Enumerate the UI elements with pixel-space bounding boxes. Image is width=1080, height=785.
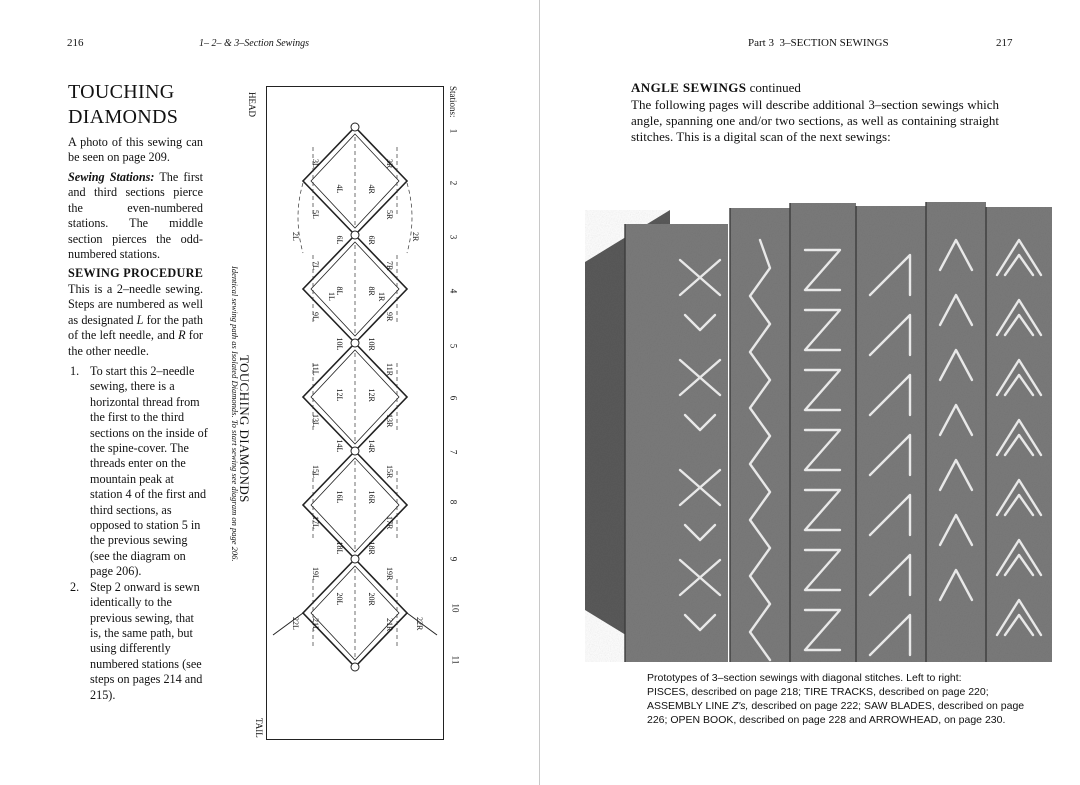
sewing-stations-label: Sewing Stations:: [68, 170, 155, 184]
diagram-tail-label: TAIL: [254, 718, 264, 738]
left-step-label: 20L: [335, 592, 344, 606]
procedure-text-a: This is a 2–needle sewing. Steps are numbered as well as designated: [68, 282, 203, 327]
step-text: To start this 2–needle sewing, there is a horizontal thread from the first to the third sections on the inside of the spine-cover. The threads enter on the mountain peak at station 4 of the first and third sections, as opposed to station 5 in the previous sewing (see the diagram on page 206).: [90, 364, 208, 579]
sewing-diagram: [267, 87, 443, 739]
photo-caption: [647, 671, 1027, 727]
diagram-title: TOUCHING DIAMONDS: [237, 355, 252, 503]
station-number: 9: [448, 556, 459, 562]
left-step-label: 10L: [335, 337, 344, 351]
right-step-label: 4R: [367, 184, 376, 194]
right-step-label: 15R: [385, 465, 394, 479]
procedure-l: L: [136, 312, 144, 327]
station-knot: [351, 123, 359, 131]
right-step-label: 17R: [385, 516, 394, 530]
left-step-label: 11L: [311, 363, 320, 376]
right-step-label: 3R: [385, 159, 394, 169]
running-head-part: Part 3: [748, 37, 774, 49]
station-number: 3: [448, 234, 459, 240]
small-step-label: 22R: [415, 617, 424, 631]
sewing-prototypes-photo: [585, 200, 1052, 662]
station-number: 7: [448, 449, 459, 455]
step-number: 2.: [70, 579, 80, 594]
book-spine: [926, 202, 986, 662]
left-step-label: 6L: [335, 235, 344, 245]
left-step-label: 18L: [335, 541, 344, 555]
page-title: [68, 80, 178, 130]
step-text: Step 2 onward is sewn identically to the previous sewing, that is, the same path, but using differently numbered stations (see steps on pages 214 and 215).: [90, 579, 203, 702]
title-line-2: DIAMONDS: [68, 106, 179, 128]
running-head-title: 3–SECTION SEWINGS: [779, 37, 889, 49]
diagram-caption: Identical sewing path as Isolated Diamonds. To start sewing see diagram on page 206.: [230, 266, 240, 562]
right-step-label: 18R: [367, 541, 376, 555]
small-step-label: 1L: [327, 292, 336, 301]
small-step-label: 2R: [411, 232, 420, 242]
procedure-text-b: for the path of the left needle, and: [68, 312, 203, 343]
station-knot: [351, 231, 359, 239]
right-step-label: 6R: [367, 235, 376, 245]
diagram-stations-label: Stations:: [448, 86, 458, 118]
right-step-label: 11R: [385, 363, 394, 377]
book-spine: [790, 203, 856, 662]
left-step-label: 9L: [311, 312, 320, 321]
caption-text-a: PISCES, described on page 218; TIRE TRACKS, described on page 220; ASSEMBLY LINE: [647, 686, 989, 712]
station-number: 10: [450, 603, 461, 613]
station-knot: [351, 339, 359, 347]
right-step-label: 20R: [367, 592, 376, 606]
diagram-head-label: HEAD: [247, 92, 257, 117]
intro-paragraph: A photo of this sewing can be seen on page 209.: [68, 135, 203, 165]
right-running-head: [748, 37, 889, 49]
procedure-paragraph: [68, 282, 203, 359]
steps-list: [68, 364, 208, 703]
left-step-label: 4L: [335, 184, 344, 194]
left-running-head: 1– 2– & 3–Section Sewings: [199, 38, 309, 49]
section-body: The following pages will describe additional 3–section sewings which angle, spanning one and/or two sections, as well as containing straight stitches. This is a digital scan of the next sewings:: [631, 97, 999, 144]
left-step-label: 7L: [311, 261, 320, 270]
station-number: 4: [448, 288, 459, 294]
small-step-label: 1R: [377, 292, 386, 302]
procedure-heading: SEWING PROCEDURE: [68, 266, 204, 280]
caption-line-2: [647, 685, 1027, 727]
left-step-label: 15L: [311, 465, 320, 478]
right-step-label: 8R: [367, 286, 376, 296]
right-step-label: 19R: [385, 567, 394, 581]
step-number: 1.: [70, 364, 80, 378]
station-knot: [351, 447, 359, 455]
left-step-label: 16L: [335, 490, 344, 504]
station-knot: [351, 663, 359, 671]
sewing-diagram-frame: [266, 86, 444, 740]
small-step-label: 22L: [291, 617, 300, 630]
left-step-label: 5L: [311, 210, 320, 219]
dashed-arc: [298, 183, 303, 253]
section-heading-bold: ANGLE SEWINGS: [631, 80, 747, 95]
right-step-label: 12R: [367, 388, 376, 402]
caption-text-b: described on page 222; SAW BLADES, described on page 226; OPEN BOOK, described on page 228 and ARROWHEAD, on page 230.: [647, 700, 1025, 726]
procedure-text-c: for the other needle.: [68, 328, 203, 358]
title-line-1: TOUCHING: [68, 81, 175, 103]
right-step-label: 21R: [385, 618, 394, 632]
section-heading-rest: continued: [749, 80, 801, 95]
left-step-label: 19L: [311, 567, 320, 580]
station-number: 6: [448, 395, 459, 401]
left-step-label: 12L: [335, 388, 344, 402]
right-page-number: 217: [996, 37, 1013, 49]
caption-italic: Z's,: [731, 700, 749, 712]
right-step-label: 10R: [367, 337, 376, 351]
station-number: 5: [448, 343, 459, 349]
left-step-label: 8L: [335, 286, 344, 296]
station-number: 2: [448, 180, 459, 186]
left-step-label: 14L: [335, 439, 344, 453]
station-number: 11: [450, 655, 461, 665]
right-step-label: 7R: [385, 261, 394, 271]
left-step-label: 3L: [311, 159, 320, 168]
left-step-label: 13L: [311, 414, 320, 427]
station-knot: [351, 555, 359, 563]
left-step-label: 21L: [311, 618, 320, 631]
prototypes-photo-image: [585, 200, 1052, 662]
dashed-arc: [407, 183, 412, 253]
right-step-label: 14R: [367, 439, 376, 453]
page-gutter: [539, 0, 540, 785]
station-number: 8: [448, 499, 459, 505]
right-step-label: 5R: [385, 210, 394, 220]
step-item: [68, 364, 208, 580]
right-step-label: 9R: [385, 312, 394, 322]
sewing-stations-text: The first and third sections pierce the even-numbered stations. The middle section pierces the odd-numbered stations.: [68, 170, 204, 262]
procedure-r: R: [178, 328, 186, 343]
small-step-label: 2L: [291, 232, 300, 241]
left-step-label: 17L: [311, 516, 320, 529]
section-heading: [631, 80, 801, 96]
book-spine: [730, 208, 790, 662]
station-number: 1: [448, 128, 459, 134]
step-item: [68, 580, 208, 703]
right-step-label: 13R: [385, 414, 394, 428]
left-page-number: 216: [67, 37, 84, 49]
sewing-stations-paragraph: [68, 170, 203, 262]
caption-line-1: Prototypes of 3–section sewings with diagonal stitches. Left to right:: [647, 672, 962, 684]
right-step-label: 16R: [367, 490, 376, 504]
